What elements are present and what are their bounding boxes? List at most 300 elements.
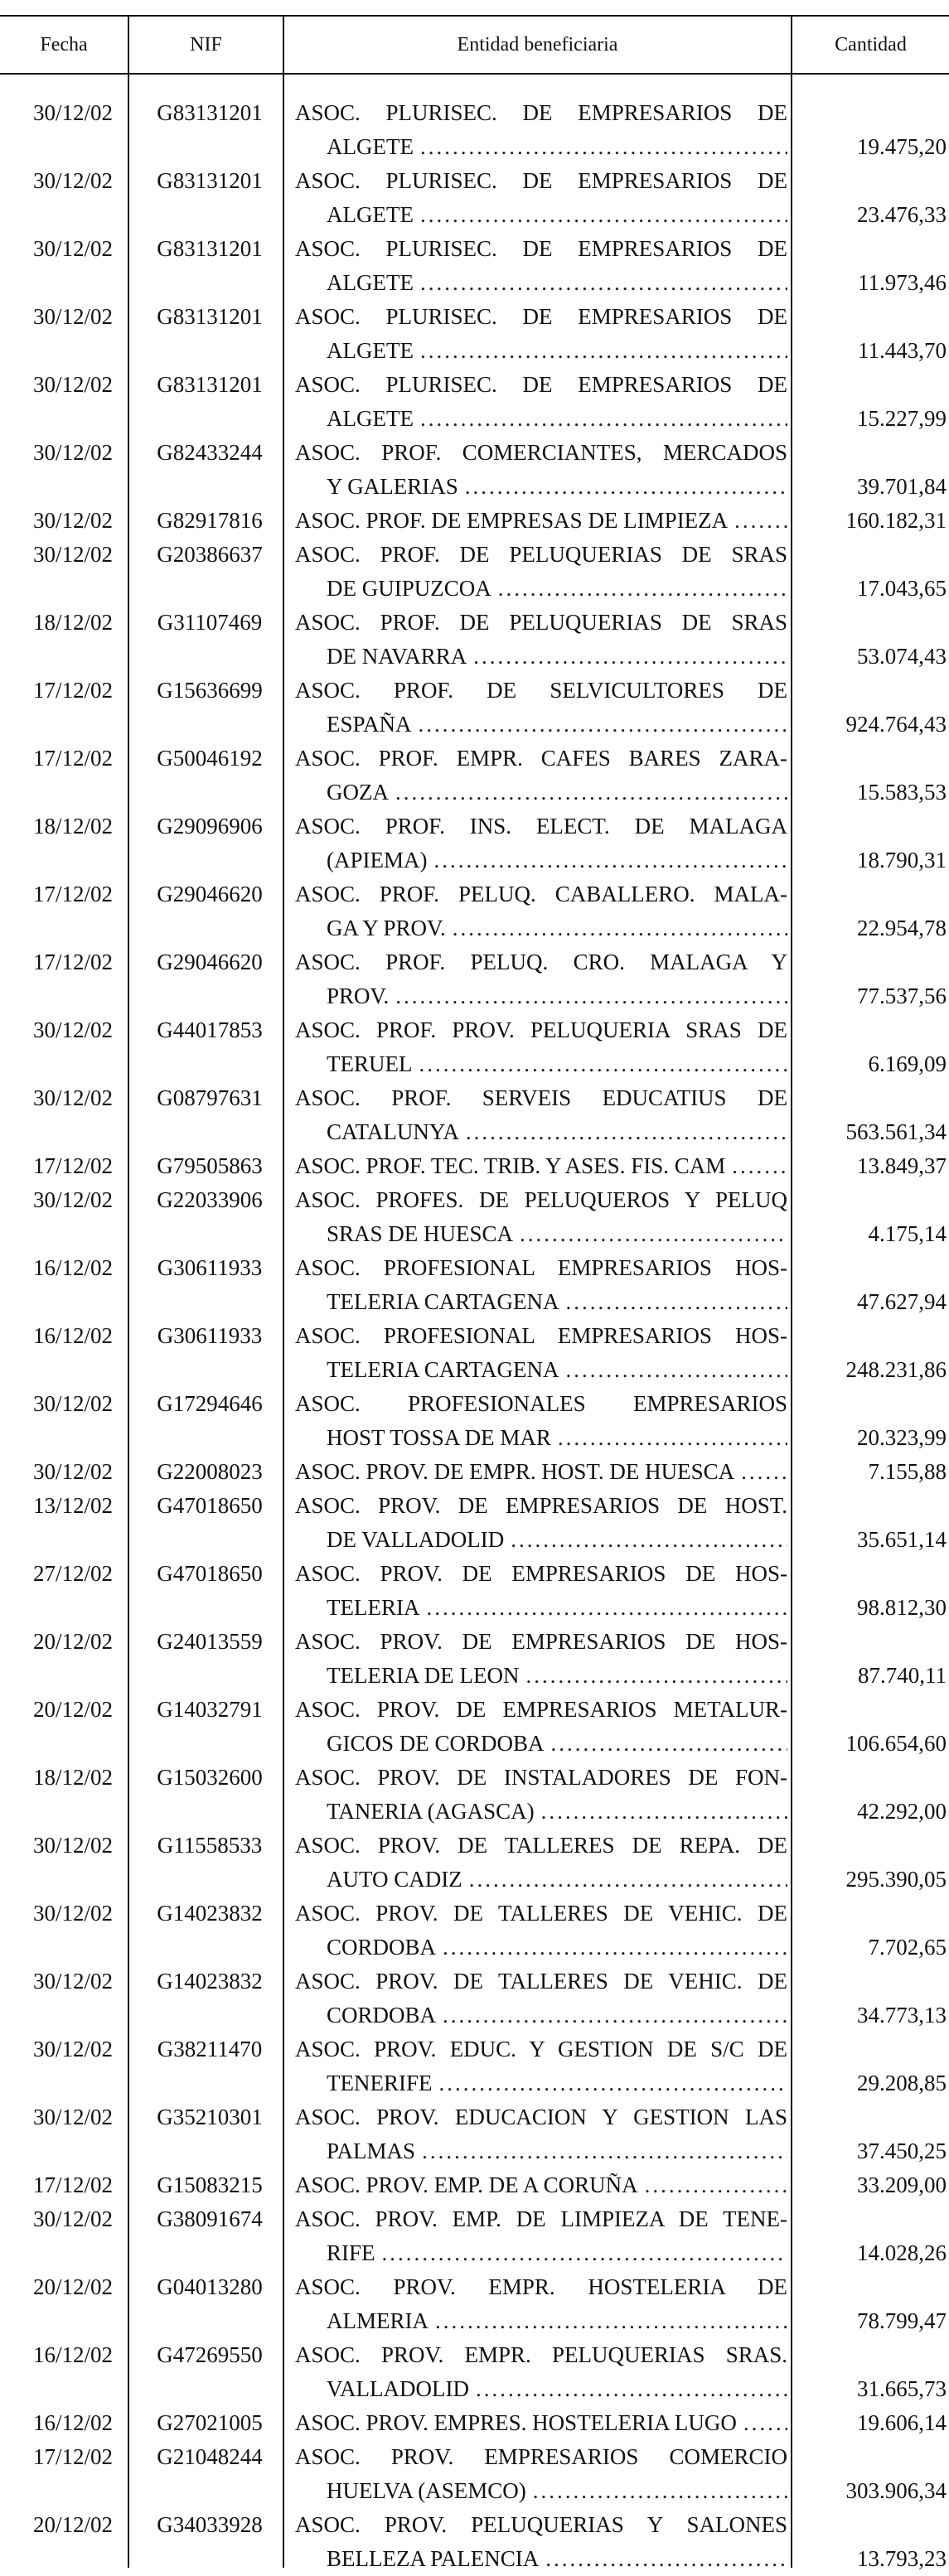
entidad-text: ASOC. PROF. COMERCIANTES, MERCADOS xyxy=(295,440,787,465)
dot-leader xyxy=(539,2542,787,2576)
entidad-text: RIFE xyxy=(327,2240,375,2265)
entidad-text: TELERIA CARTAGENA xyxy=(327,1289,559,1314)
nif-cell: G83131201 xyxy=(157,372,263,397)
dot-leader xyxy=(414,334,787,368)
cantidad-cell: 39.701,84 xyxy=(857,474,947,499)
nif-cell: G83131201 xyxy=(157,236,263,261)
fecha-cell: 27/12/02 xyxy=(32,1561,113,1586)
dot-leader xyxy=(436,1998,787,2032)
header-cantidad: Cantidad xyxy=(835,33,907,56)
dot-leader xyxy=(734,1455,787,1489)
entidad-text: TELERIA xyxy=(327,1595,420,1620)
cantidad-cell: 17.043,65 xyxy=(857,576,947,601)
entidad-text: TENERIFE xyxy=(327,2071,433,2095)
dot-leader xyxy=(429,2304,787,2338)
fecha-cell: 30/12/02 xyxy=(32,2105,113,2129)
entidad-line-2 xyxy=(327,2134,787,2168)
fecha-cell: 30/12/02 xyxy=(32,100,113,125)
entidad-line-2 xyxy=(327,2474,787,2508)
entidad-line-2 xyxy=(327,572,787,606)
fecha-cell: 17/12/02 xyxy=(32,746,113,771)
entidad-line-1 xyxy=(295,2100,787,2134)
dot-leader xyxy=(535,1795,787,1829)
entidad-text: AUTO CADIZ xyxy=(327,1867,462,1892)
dot-leader xyxy=(559,1285,787,1319)
table-row xyxy=(0,606,949,674)
table-row xyxy=(0,232,949,300)
fecha-cell: 30/12/02 xyxy=(32,1187,113,1212)
entidad-text: PALMAS xyxy=(327,2139,416,2163)
dot-leader xyxy=(433,2066,788,2100)
entidad-text: ASOC. PROF. DE EMPRESAS DE LIMPIEZA xyxy=(295,508,729,533)
entidad-text: GICOS DE CORDOBA xyxy=(327,1731,545,1756)
nif-cell: G27021005 xyxy=(157,2410,263,2435)
nif-cell: G83131201 xyxy=(157,100,263,125)
entidad-text: ASOC. PROV. DE EMPR. HOST. DE HUESCA xyxy=(295,1459,735,1484)
entidad-line-2 xyxy=(327,1217,787,1251)
table-row xyxy=(0,436,949,504)
entidad-text: ALGETE xyxy=(327,338,414,363)
nif-cell: G14023832 xyxy=(157,1901,263,1926)
table-row xyxy=(0,2032,949,2100)
table-row xyxy=(0,2168,949,2202)
entidad-text: SRAS DE HUESCA xyxy=(327,1221,514,1246)
cantidad-cell: 106.654,60 xyxy=(845,1731,947,1756)
entidad-line-2 xyxy=(327,1523,787,1557)
nif-cell: G83131201 xyxy=(157,168,263,193)
entidad-line-1 xyxy=(295,1761,787,1795)
entidad-line-1 xyxy=(295,1489,787,1523)
dot-leader xyxy=(728,504,787,538)
fecha-cell: 18/12/02 xyxy=(32,814,113,839)
dot-leader xyxy=(414,266,787,300)
cantidad-cell: 303.906,34 xyxy=(845,2478,947,2503)
dot-leader xyxy=(638,2168,787,2202)
entidad-text: ASOC. PROV. EMP. DE LIMPIEZA DE TENE- xyxy=(295,2206,787,2231)
dot-leader xyxy=(458,470,787,504)
entidad-line-2 xyxy=(327,979,787,1013)
table-row xyxy=(0,1387,949,1455)
entidad-line-2 xyxy=(327,911,787,945)
entidad-line-1 xyxy=(295,300,787,334)
fecha-cell: 30/12/02 xyxy=(32,508,113,533)
table-row xyxy=(0,538,949,606)
entidad-text: ALGETE xyxy=(327,270,414,295)
entidad-text: CORDOBA xyxy=(327,1935,437,1960)
entidad-text: DE VALLADOLID xyxy=(327,1527,505,1552)
cantidad-cell: 22.954,78 xyxy=(857,916,947,940)
cantidad-cell: 7.702,65 xyxy=(868,1935,947,1960)
entidad-text: ASOC. PROF. DE PELUQUERIAS DE SRAS xyxy=(295,542,787,567)
entidad-line-1 xyxy=(295,2338,787,2372)
nif-cell: G83131201 xyxy=(157,304,263,329)
nif-cell: G79505863 xyxy=(157,1153,263,1178)
dot-leader xyxy=(414,402,787,436)
entidad-text: ASOC. PROV. DE EMPRESARIOS DE HOS- xyxy=(295,1561,787,1586)
nif-cell: G24013559 xyxy=(157,1629,263,1654)
entidad-text: TELERIA DE LEON xyxy=(327,1663,520,1688)
entidad-text: ASOC. PROF. DE PELUQUERIAS DE SRAS xyxy=(295,610,787,635)
entidad-line-2 xyxy=(327,1047,787,1081)
entidad-text: ESPAÑA xyxy=(327,712,412,737)
cantidad-cell: 295.390,05 xyxy=(845,1867,947,1892)
cantidad-cell: 4.175,14 xyxy=(868,1221,947,1246)
table-row xyxy=(0,300,949,368)
entidad-line-2 xyxy=(327,1285,787,1319)
dot-leader xyxy=(414,130,787,164)
entidad-line-2 xyxy=(327,2304,787,2338)
nif-cell: G30611933 xyxy=(157,1323,263,1348)
entidad-line-1 xyxy=(295,1829,787,1863)
entidad-text: ASOC. PROV. EMPR. PELUQUERIAS SRAS. xyxy=(295,2342,787,2367)
table-row xyxy=(0,2100,949,2168)
cantidad-cell: 11.443,70 xyxy=(858,338,947,363)
entidad-line-1 xyxy=(295,436,787,470)
cantidad-cell: 19.606,14 xyxy=(857,2410,947,2435)
entidad-text: ASOC. PROV. EDUCACION Y GESTION LAS xyxy=(295,2105,787,2129)
cantidad-cell: 7.155,88 xyxy=(868,1459,947,1484)
entidad-text: ALGETE xyxy=(327,406,414,431)
entidad-text: ASOC. PROF. DE SELVICULTORES DE xyxy=(295,678,787,703)
dot-leader xyxy=(389,979,787,1013)
dot-leader xyxy=(513,1217,787,1251)
dot-leader xyxy=(725,1149,787,1183)
entidad-text: CORDOBA xyxy=(327,2003,437,2027)
cantidad-cell: 11.973,46 xyxy=(858,270,947,295)
fecha-cell: 20/12/02 xyxy=(32,1697,113,1722)
entidad-line-1 xyxy=(295,1183,787,1217)
nif-cell: G15636699 xyxy=(157,678,263,703)
dot-leader xyxy=(389,776,787,810)
entidad-line-1 xyxy=(295,1251,787,1285)
dot-leader xyxy=(419,1591,787,1625)
entidad-text: ASOC. PROFESIONAL EMPRESARIOS HOS- xyxy=(295,1323,787,1348)
entidad-line-2 xyxy=(327,1115,787,1149)
dot-leader xyxy=(559,1353,787,1387)
entidad-text: HOST TOSSA DE MAR xyxy=(327,1425,551,1450)
entidad-line-2 xyxy=(327,776,787,810)
cantidad-cell: 19.475,20 xyxy=(857,134,947,159)
entidad-text: ASOC. PROV. EMP. DE A CORUÑA xyxy=(295,2172,638,2197)
table-row xyxy=(0,2440,949,2508)
entidad-text: ASOC. PROV. EDUC. Y GESTION DE S/C DE xyxy=(295,2037,787,2061)
nif-cell: G30611933 xyxy=(157,1255,263,1280)
entidad-text: ASOC. PROV. PELUQUERIAS Y SALONES xyxy=(295,2512,787,2537)
entidad-text: TANERIA (AGASCA) xyxy=(327,1799,535,1824)
table-row xyxy=(0,1455,949,1489)
entidad-text: BELLEZA PALENCIA xyxy=(327,2546,540,2571)
cantidad-cell: 14.028,26 xyxy=(857,2240,947,2265)
cantidad-cell: 13.793,23 xyxy=(857,2546,947,2571)
entidad-text: ASOC. PROV. DE TALLERES DE VEHIC. DE xyxy=(295,1969,787,1994)
nif-cell: G34033928 xyxy=(157,2512,263,2537)
entidad-line-1 xyxy=(295,164,787,198)
entidad-text: ASOC. PROF. PELUQ. CABALLERO. MALA- xyxy=(295,882,787,906)
entidad-text: ASOC. PROV. EMPRESARIOS COMERCIO xyxy=(295,2444,787,2469)
nif-cell: G82917816 xyxy=(157,508,263,533)
entidad-line-1 xyxy=(295,1013,787,1047)
entidad-text: ASOC. PLURISEC. DE EMPRESARIOS DE xyxy=(295,168,787,193)
table-row xyxy=(0,1013,949,1081)
entidad-line-2 xyxy=(327,1421,787,1455)
entidad-line-2 xyxy=(327,402,787,436)
nif-cell: G15032600 xyxy=(157,1765,263,1790)
fecha-cell: 20/12/02 xyxy=(32,2274,113,2299)
entidad-line-1 xyxy=(295,1149,787,1183)
cantidad-cell: 98.812,30 xyxy=(857,1595,947,1620)
entidad-line-2 xyxy=(327,1727,787,1761)
entidad-text: ASOC. PROV. DE TALLERES DE VEHIC. DE xyxy=(295,1901,787,1926)
header-bottom-rule xyxy=(0,73,949,75)
fecha-cell: 30/12/02 xyxy=(32,1085,113,1110)
header-entidad: Entidad beneficiaria xyxy=(457,33,618,56)
cantidad-cell: 87.740,11 xyxy=(858,1663,947,1688)
nif-cell: G29096906 xyxy=(157,814,263,839)
entidad-text: GOZA xyxy=(327,780,389,805)
dot-leader xyxy=(519,1659,787,1693)
table-row xyxy=(0,877,949,945)
table-row xyxy=(0,1693,949,1761)
entidad-line-1 xyxy=(295,1897,787,1931)
dot-leader xyxy=(545,1727,787,1761)
fecha-cell: 17/12/02 xyxy=(32,950,113,974)
table-row xyxy=(0,1319,949,1387)
fecha-cell: 30/12/02 xyxy=(32,1901,113,1926)
fecha-cell: 30/12/02 xyxy=(32,2206,113,2231)
entidad-text: ASOC. PROF. TEC. TRIB. Y ASES. FIS. CAM xyxy=(295,1153,726,1178)
entidad-line-2 xyxy=(327,1659,787,1693)
cantidad-cell: 6.169,09 xyxy=(868,1051,947,1076)
entidad-text: TERUEL xyxy=(327,1051,413,1076)
fecha-cell: 20/12/02 xyxy=(32,2512,113,2537)
entidad-line-1 xyxy=(295,1319,787,1353)
table-row xyxy=(0,2508,949,2576)
table-row xyxy=(0,1965,949,2032)
entidad-line-2 xyxy=(327,470,787,504)
fecha-cell: 17/12/02 xyxy=(32,2444,113,2469)
entidad-line-1 xyxy=(295,2406,787,2440)
dot-leader xyxy=(414,198,787,232)
entidad-line-2 xyxy=(327,1998,787,2032)
fecha-cell: 17/12/02 xyxy=(32,1153,113,1178)
entidad-text: ASOC. PLURISEC. DE EMPRESARIOS DE xyxy=(295,100,787,125)
entidad-line-2 xyxy=(327,843,787,877)
table-row xyxy=(0,1251,949,1319)
table-row xyxy=(0,810,949,877)
table-row xyxy=(0,945,949,1013)
cantidad-cell: 18.790,31 xyxy=(857,848,947,872)
entidad-text: VALLADOLID xyxy=(327,2376,469,2401)
entidad-text: ASOC. PROV. DE EMPRESARIOS DE HOS- xyxy=(295,1629,787,1654)
entidad-text: ASOC. PROF. EMPR. CAFES BARES ZARA- xyxy=(295,746,787,771)
entidad-line-1 xyxy=(295,2032,787,2066)
dot-leader xyxy=(467,640,787,674)
nif-cell: G31107469 xyxy=(157,610,263,635)
entidad-line-2 xyxy=(327,2236,787,2270)
dot-leader xyxy=(428,843,788,877)
table-row xyxy=(0,1557,949,1625)
entidad-line-1 xyxy=(295,232,787,266)
header-fecha: Fecha xyxy=(40,33,88,56)
fecha-cell: 16/12/02 xyxy=(32,2342,113,2367)
nif-cell: G82433244 xyxy=(157,440,263,465)
entidad-line-2 xyxy=(327,1931,787,1965)
dot-leader xyxy=(412,1047,787,1081)
dot-leader xyxy=(375,2236,787,2270)
cantidad-cell: 37.450,25 xyxy=(857,2139,947,2163)
table-row xyxy=(0,1761,949,1829)
cantidad-cell: 33.209,00 xyxy=(857,2172,947,2197)
nif-cell: G11558533 xyxy=(157,1833,263,1858)
entidad-text: ASOC. PROF. PROV. PELUQUERIA SRAS DE xyxy=(295,1017,787,1042)
table-body xyxy=(0,96,949,2576)
entidad-line-2 xyxy=(327,198,787,232)
entidad-line-2 xyxy=(327,1591,787,1625)
nif-cell: G29046620 xyxy=(157,882,263,906)
entidad-line-1 xyxy=(295,1625,787,1659)
dot-leader xyxy=(551,1421,787,1455)
table-row xyxy=(0,1897,949,1965)
fecha-cell: 30/12/02 xyxy=(32,304,113,329)
entidad-text: ASOC. PROFESIONAL EMPRESARIOS HOS- xyxy=(295,1255,787,1280)
table-row xyxy=(0,2406,949,2440)
entidad-line-2 xyxy=(327,130,787,164)
dot-leader xyxy=(737,2406,787,2440)
cantidad-cell: 78.799,47 xyxy=(857,2308,947,2333)
table-row xyxy=(0,504,949,538)
entidad-text: ASOC. PROFESIONALES EMPRESARIOS xyxy=(295,1391,787,1416)
cantidad-cell: 15.583,53 xyxy=(857,780,947,805)
fecha-cell: 30/12/02 xyxy=(32,372,113,397)
entidad-line-1 xyxy=(295,2270,787,2304)
entidad-line-2 xyxy=(327,1795,787,1829)
entidad-text: ASOC. PROV. DE EMPRESARIOS METALUR- xyxy=(295,1697,787,1722)
dot-leader xyxy=(491,572,787,606)
dot-leader xyxy=(459,1115,787,1149)
nif-cell: G08797631 xyxy=(157,1085,263,1110)
entidad-text: PROV. xyxy=(327,984,390,1008)
table-row xyxy=(0,1149,949,1183)
dot-leader xyxy=(446,911,787,945)
table-row xyxy=(0,1183,949,1251)
cantidad-cell: 23.476,33 xyxy=(857,202,947,227)
fecha-cell: 30/12/02 xyxy=(32,542,113,567)
entidad-text: CATALUNYA xyxy=(327,1119,459,1144)
entidad-text: ASOC. PROV. DE TALLERES DE REPA. DE xyxy=(295,1833,787,1858)
dot-leader xyxy=(415,2134,787,2168)
table-row xyxy=(0,368,949,436)
fecha-cell: 17/12/02 xyxy=(32,882,113,906)
nif-cell: G38211470 xyxy=(157,2037,263,2061)
cantidad-cell: 248.231,86 xyxy=(845,1357,947,1382)
entidad-text: ASOC. PROF. PELUQ. CRO. MALAGA Y xyxy=(295,950,787,974)
nif-cell: G47018650 xyxy=(157,1493,263,1518)
entidad-line-1 xyxy=(295,2440,787,2474)
fecha-cell: 16/12/02 xyxy=(32,2410,113,2435)
entidad-text: GA Y PROV. xyxy=(327,916,446,940)
entidad-text: (APIEMA) xyxy=(327,848,428,872)
entidad-line-2 xyxy=(327,1863,787,1897)
entidad-line-1 xyxy=(295,2202,787,2236)
entidad-text: ASOC. PROFES. DE PELUQUEROS Y PELUQ xyxy=(295,1187,787,1212)
entidad-line-1 xyxy=(295,1693,787,1727)
nif-cell: G21048244 xyxy=(157,2444,263,2469)
nif-cell: G29046620 xyxy=(157,950,263,974)
entidad-text: DE GUIPUZCOA xyxy=(327,576,491,601)
entidad-line-2 xyxy=(327,2372,787,2406)
cantidad-cell: 13.849,37 xyxy=(857,1153,947,1178)
entidad-line-1 xyxy=(295,2168,787,2202)
fecha-cell: 13/12/02 xyxy=(32,1493,113,1518)
table-row xyxy=(0,742,949,810)
table-row xyxy=(0,2270,949,2338)
nif-cell: G20386637 xyxy=(157,542,263,567)
fecha-cell: 18/12/02 xyxy=(32,1765,113,1790)
entidad-line-1 xyxy=(295,1557,787,1591)
entidad-line-2 xyxy=(327,708,787,742)
table-row xyxy=(0,1829,949,1897)
dot-leader xyxy=(469,2372,787,2406)
table-row xyxy=(0,1489,949,1557)
nif-cell: G22033906 xyxy=(157,1187,263,1212)
entidad-line-1 xyxy=(295,945,787,979)
fecha-cell: 30/12/02 xyxy=(32,236,113,261)
nif-cell: G38091674 xyxy=(157,2206,263,2231)
fecha-cell: 30/12/02 xyxy=(32,1459,113,1484)
nif-cell: G47269550 xyxy=(157,2342,263,2367)
cantidad-cell: 29.208,85 xyxy=(857,2071,947,2095)
entidad-line-1 xyxy=(295,2508,787,2542)
table-row xyxy=(0,1081,949,1149)
nif-cell: G50046192 xyxy=(157,746,263,771)
cantidad-cell: 924.764,43 xyxy=(845,712,947,737)
nif-cell: G15083215 xyxy=(157,2172,263,2197)
entidad-text: TELERIA CARTAGENA xyxy=(327,1357,559,1382)
entidad-line-1 xyxy=(295,1965,787,1998)
entidad-line-1 xyxy=(295,606,787,640)
dot-leader xyxy=(504,1523,787,1557)
fecha-cell: 30/12/02 xyxy=(32,2037,113,2061)
entidad-line-1 xyxy=(295,538,787,572)
cantidad-cell: 47.627,94 xyxy=(857,1289,947,1314)
nif-cell: G44017853 xyxy=(157,1017,263,1042)
entidad-line-2 xyxy=(327,334,787,368)
table-row xyxy=(0,2202,949,2270)
entidad-text: ASOC. PROF. SERVEIS EDUCATIUS DE xyxy=(295,1085,787,1110)
table-row xyxy=(0,674,949,742)
fecha-cell: 17/12/02 xyxy=(32,678,113,703)
fecha-cell: 16/12/02 xyxy=(32,1323,113,1348)
fecha-cell: 30/12/02 xyxy=(32,1969,113,1994)
fecha-cell: 16/12/02 xyxy=(32,1255,113,1280)
entidad-line-1 xyxy=(295,674,787,708)
cantidad-cell: 77.537,56 xyxy=(857,984,947,1008)
entidad-line-1 xyxy=(295,810,787,843)
fecha-cell: 20/12/02 xyxy=(32,1629,113,1654)
entidad-text: ASOC. PLURISEC. DE EMPRESARIOS DE xyxy=(295,236,787,261)
entidad-text: ASOC. PROV. EMPRES. HOSTELERIA LUGO xyxy=(295,2410,737,2435)
cantidad-cell: 15.227,99 xyxy=(857,406,947,431)
entidad-line-1 xyxy=(295,368,787,402)
fecha-cell: 30/12/02 xyxy=(32,440,113,465)
table-row xyxy=(0,164,949,232)
cantidad-cell: 53.074,43 xyxy=(857,644,947,669)
header-nif: NIF xyxy=(190,33,222,56)
entidad-text: ASOC. PROF. INS. ELECT. DE MALAGA xyxy=(295,814,787,839)
entidad-line-2 xyxy=(327,266,787,300)
entidad-line-1 xyxy=(295,504,787,538)
entidad-text: Y GALERIAS xyxy=(327,474,458,499)
